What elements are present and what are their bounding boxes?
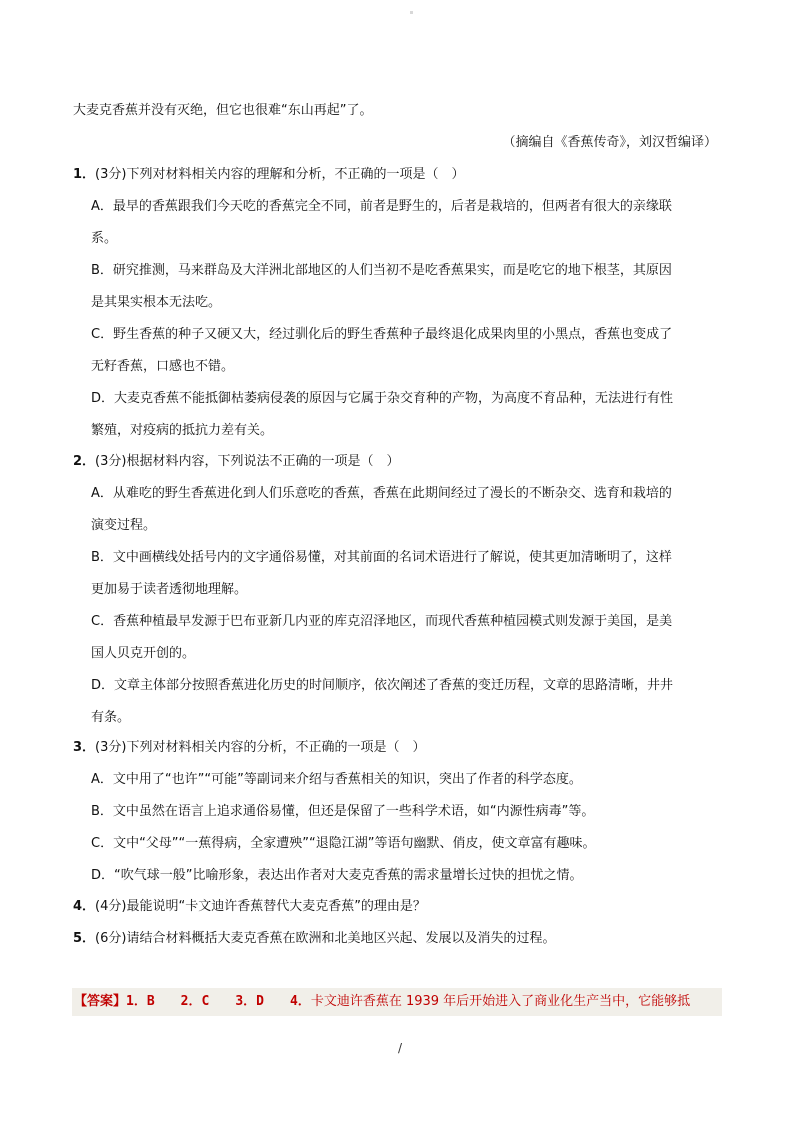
question-number: 4． (73, 899, 96, 914)
option-line: 是其果实根本无法吃。 (91, 295, 222, 310)
question-stem: (4分)最能说明“卡文迪许香蕉替代大麦克香蕉”的理由是？ (95, 899, 426, 914)
option-line: 演变过程。 (91, 518, 157, 533)
option-line: 繁殖，对疫病的抵抗力差有关。 (91, 423, 274, 438)
option-line: D．文章主体部分按照香蕉进化历史的时间顺序，依次阐述了香蕉的变迁历程，文章的思路清晰，井井 (91, 678, 674, 693)
question-stem: (3分)根据材料内容，下列说法不正确的一项是（ ） (95, 454, 400, 469)
option-line: C．香蕉种植最早发源于巴布亚新几内亚的库克沼泽地区，而现代香蕉种植园模式则发源于美国，是美 (91, 614, 673, 629)
question-number: 2． (73, 454, 96, 469)
question-number: 1． (73, 167, 96, 182)
option-line: A．最早的香蕉跟我们今天吃的香蕉完全不同，前者是野生的，后者是栽培的，但两者有很大的亲缘联 (91, 199, 672, 214)
option-line: B．文中画横线处括号内的文字通俗易懂，对其前面的名词术语进行了解说，使其更加清晰明了，这样 (91, 550, 672, 565)
option-line: D．大麦克香蕉不能抵御枯萎病侵袭的原因与它属于杂交育种的产物，为高度不育品种，无法进行有性 (91, 391, 674, 406)
intro-text: 大麦克香蕉并没有灭绝，但它也很难“东山再起”了。 (73, 103, 373, 118)
option-line: C．文中“父母”“一蕉得病，全家遭殃”“退隐江湖”等语句幽默、俏皮，使文章富有趣味。 (91, 836, 596, 851)
answer-tag: 【答案】 (74, 994, 127, 1009)
question-2 (73, 454, 399, 470)
question-number: 5． (73, 931, 96, 946)
option-line: A．文中用了“也许”“可能”等副词来介绍与香蕉相关的知识，突出了作者的科学态度。 (91, 772, 582, 787)
option-line: 系。 (91, 231, 118, 246)
question-5 (73, 931, 555, 947)
question-1 (73, 167, 464, 183)
question-stem: (6分)请结合材料概括大麦克香蕉在欧洲和北美地区兴起、发展以及消失的过程。 (95, 931, 556, 946)
question-stem: (3分)下列对材料相关内容的分析，不正确的一项是（ ） (95, 740, 426, 755)
option-line: B．研究推测，马来群岛及大洋洲北部地区的人们当初不是吃香蕉果实，而是吃它的地下根茎，其原因 (91, 263, 672, 278)
answer-text: 卡文迪许香蕉在 1939 年后开始进入了商业化生产当中，它能够抵 (310, 994, 691, 1009)
option-line: 有条。 (91, 710, 131, 725)
question-stem: (3分)下列对材料相关内容的理解和分析，不正确的一项是（ ） (95, 167, 465, 182)
page-footer: / (398, 1041, 403, 1055)
source-citation: （摘编自《香蕉传奇》，刘汉哲编译） (502, 135, 717, 150)
option-line: 无籽香蕉，口感也不错。 (91, 359, 235, 374)
option-line: 更加易于读者透彻地理解。 (91, 582, 248, 597)
question-4 (73, 899, 426, 915)
option-line: 国人贝克开创的。 (91, 646, 196, 661)
option-line: D．“吹气球一般”比喻形象，表达出作者对大麦克香蕉的需求量增长过快的担忧之情。 (91, 868, 583, 883)
page-top-mark (410, 11, 413, 14)
option-line: A．从难吃的野生香蕉进化到人们乐意吃的香蕉，香蕉在此期间经过了漫长的不断杂交、选育和栽培的 (91, 486, 672, 501)
question-number: 3． (73, 740, 96, 755)
option-line: C．野生香蕉的种子又硬又大，经过驯化后的野生香蕉种子最终退化成果肉里的小黑点，香蕉也变成了 (91, 327, 673, 342)
answer-bar (72, 988, 722, 1016)
answer-choices: 1．B 2．C 3．D 4． (126, 994, 311, 1009)
option-line: B．文中虽然在语言上追求通俗易懂，但还是保留了一些科学术语，如“内源性病毒”等。 (91, 804, 595, 819)
question-3 (73, 740, 425, 756)
